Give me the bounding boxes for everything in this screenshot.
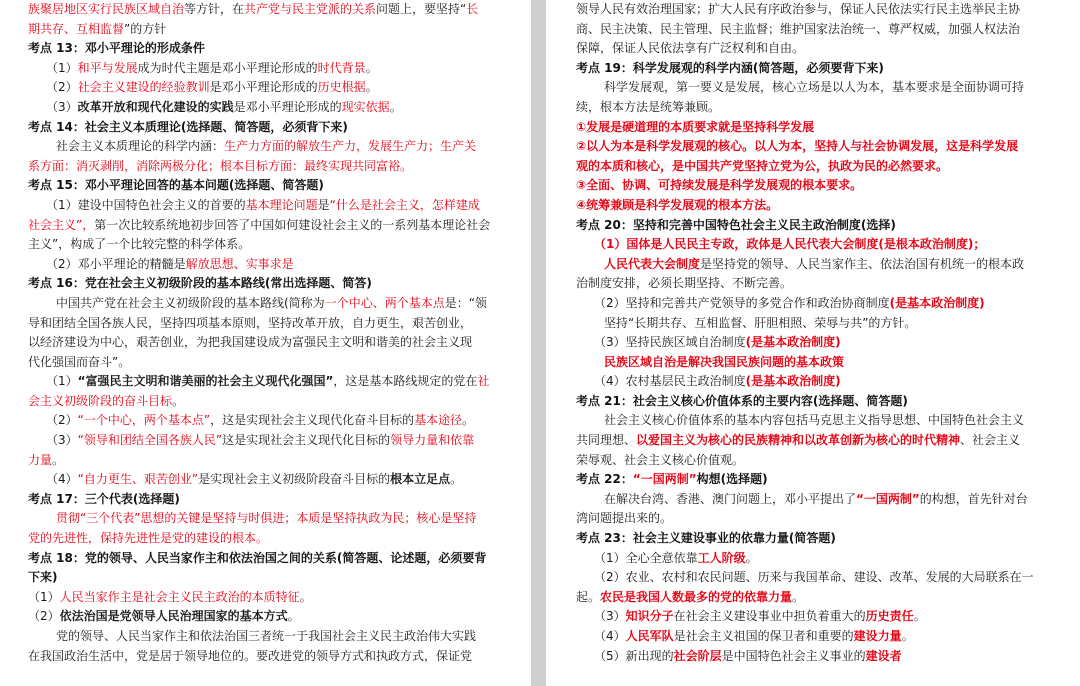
text-line — [28, 588, 513, 608]
text-line — [28, 39, 513, 59]
body-text: 续，根本方法是统筹兼顾。 — [576, 99, 721, 114]
page-gutter — [531, 0, 546, 686]
body-text: 这是实现社会主义现代化目标的 — [222, 433, 391, 448]
text-line — [28, 0, 513, 20]
highlighted-text: 基本途径 — [414, 413, 463, 428]
highlighted-text: 解放思想、实事求是 — [185, 256, 294, 271]
text-line — [576, 607, 1052, 627]
body-text: （3） — [46, 99, 78, 114]
text-line — [576, 549, 1052, 569]
highlighted-text: 社 — [477, 374, 490, 389]
text-line — [576, 353, 1052, 373]
highlighted-text: 考点 19：科学发展观的科学内涵(简答题，必须要背下来) — [576, 60, 884, 75]
body-text: 荣辱观、社会主义核心价值观。 — [576, 452, 745, 467]
highlighted-text: 系方面：消灭剥削，消除两极分化；根本目标方面：最终实现共同富裕。 — [28, 158, 413, 173]
text-line — [576, 216, 1052, 236]
body-text: （1） — [46, 60, 78, 75]
body-text: 起。 — [576, 589, 601, 604]
text-line — [28, 607, 513, 627]
text-line — [28, 216, 513, 236]
highlighted-text: (是基本政治制度) — [889, 295, 985, 310]
highlighted-text: “领导和团结全国各族人民” — [77, 433, 223, 448]
highlighted-text: 人民当家作主是社会主义民主政治的本质特征 — [59, 589, 300, 604]
text-line — [576, 431, 1052, 451]
text-line — [28, 20, 513, 40]
body-text: 是坚持党的领导、人民当家作主、依法治国有机统一的根本政 — [700, 256, 1025, 271]
text-line — [28, 411, 513, 431]
body-text: （2）农业、农村和农民问题、历来与我国革命、建设、改革、发展的大局联系在一 — [594, 570, 1034, 585]
highlighted-text: 依法治国是党领导人民治理国家的基本方式 — [59, 609, 288, 624]
text-line — [28, 470, 513, 490]
highlighted-text: 考点 16：党在社会主义初级阶段的基本路线(常出选择题、简答) — [28, 276, 372, 291]
body-text: 。 — [52, 452, 65, 467]
body-text: 代化强国而奋斗”。 — [28, 354, 131, 369]
body-text: 。 — [745, 550, 758, 565]
body-text: 。 — [172, 393, 185, 408]
highlighted-text: 下来) — [28, 570, 58, 585]
highlighted-text: 根本立足点 — [390, 472, 451, 487]
highlighted-text: 考点 17：三个代表(选择题) — [28, 491, 180, 506]
body-text: 是中国特色社会主义事业的 — [721, 648, 866, 663]
text-line — [576, 372, 1052, 392]
highlighted-text: 考点 23：社会主义建设事业的依靠力量(简答题) — [576, 531, 836, 546]
body-text: 问题上，要坚持“ — [376, 2, 467, 16]
highlighted-text: 长 — [466, 2, 479, 16]
text-line — [28, 647, 513, 667]
highlighted-text: 一个中心、两个基本点 — [324, 295, 445, 310]
text-line — [28, 176, 513, 196]
highlighted-text: 建设力量 — [853, 629, 902, 643]
highlighted-text: 考点 21：社会主义核心价值体系的主要内容(选择题、简答题) — [576, 393, 908, 408]
body-text: ，这是实现社会主义现代化奋斗目标的 — [210, 413, 415, 428]
body-text: 保障，保证人民依法享有广泛权利和自由。 — [576, 41, 805, 56]
text-line — [28, 549, 513, 569]
body-text: （2）坚持和完善共产党领导的多党合作和政治协商制度 — [594, 295, 890, 310]
text-line — [576, 411, 1052, 431]
highlighted-text: “一国两制” — [632, 472, 697, 487]
text-line — [28, 314, 513, 334]
body-text: （2） — [46, 413, 78, 428]
highlighted-text: 农民是我国人数最多的党的依靠力量 — [600, 589, 793, 604]
body-text: （2） — [28, 609, 60, 624]
body-text: 共同理想、 — [576, 433, 637, 448]
highlighted-text: 考点 15：邓小平理论回答的基本问题(选择题、简答题) — [28, 178, 324, 193]
highlighted-text: 考点 22： — [576, 472, 633, 487]
highlighted-text: 观的本质和核心，是中国共产党坚持立党为公，执政为民的必然要求。 — [576, 158, 949, 173]
text-line — [576, 490, 1052, 510]
body-text: 。 — [287, 609, 300, 624]
highlighted-text: 民族区域自治是解决我国民族问题的基本政策 — [604, 354, 845, 369]
highlighted-text: 共产党与民主党派的关系 — [244, 2, 377, 16]
body-text: 。 — [299, 589, 312, 604]
highlighted-text: “一国两制” — [856, 491, 920, 506]
highlighted-text: 党的先进性，保持先进性是党的建设的根本。 — [28, 531, 269, 546]
text-line — [576, 0, 1052, 20]
body-text: （3）坚持民族区域自治制度 — [594, 335, 746, 350]
text-line — [576, 235, 1052, 255]
body-text: 是：“领 — [444, 295, 487, 310]
body-text: 是实现社会主义初级阶段奋斗目标的 — [198, 472, 391, 487]
body-text: 是邓小平理论形成的 — [209, 80, 318, 95]
text-line — [576, 196, 1052, 216]
text-line — [28, 529, 513, 549]
highlighted-text: 基本理论问题 — [245, 197, 318, 212]
text-line — [28, 294, 513, 314]
text-line — [28, 451, 513, 471]
text-line — [28, 137, 513, 157]
highlighted-text: 社会主义建设的经验教训 — [77, 80, 210, 95]
body-text: （2）邓小平理论的精髓是 — [46, 256, 186, 271]
text-line — [576, 78, 1052, 98]
highlighted-text: “自力更生、艰苦创业” — [77, 472, 199, 487]
highlighted-text: 社会阶层 — [673, 648, 722, 663]
text-line — [576, 20, 1052, 40]
text-line — [576, 294, 1052, 314]
body-text: （2） — [46, 80, 78, 95]
text-line — [28, 98, 513, 118]
body-text: 社会主义本质理论的科学内涵： — [56, 139, 225, 154]
body-text: 中国共产党在社会主义初级阶段的基本路线(简称为 — [56, 295, 325, 310]
highlighted-text: 领导力量和依靠 — [390, 433, 475, 448]
text-line — [576, 274, 1052, 294]
text-line — [576, 314, 1052, 334]
text-line — [28, 59, 513, 79]
highlighted-text: 建设者 — [865, 648, 902, 663]
body-text: 在解决台湾、香港、澳门问题上，邓小平提出了 — [604, 491, 857, 506]
body-text: （1）全心全意依靠 — [594, 550, 698, 565]
highlighted-text: ③全面、协调、可持续发展是科学发展观的根本要求。 — [576, 178, 863, 193]
body-text: （3） — [594, 609, 626, 624]
body-text: 治制度安排，必须长期坚持、不断完善。 — [576, 276, 793, 291]
text-line — [28, 392, 513, 412]
body-text: （4）农村基层民主政治制度 — [594, 374, 746, 389]
highlighted-text: 考点 14：社会主义本质理论(选择题、简答题，必须背下来) — [28, 119, 348, 134]
highlighted-text: 历史根据 — [317, 80, 366, 95]
body-text: （3） — [46, 433, 78, 448]
text-line — [28, 78, 513, 98]
highlighted-text: 和平与发展 — [77, 60, 138, 75]
highlighted-text: 贯彻“三个代表”思想的关键是坚持与时俱进；本质是坚持执政为民；核心是坚持 — [56, 511, 477, 526]
highlighted-text: 改革开放和现代化建设的实践 — [77, 99, 234, 114]
highlighted-text: 以爱国主义为核心的民族精神和以改革创新为核心的时代精神 — [636, 433, 961, 448]
body-text: （4） — [594, 629, 626, 643]
body-text: 第一次比较系统地初步回答了中国如何建设社会主义的一系列基本理论社会 — [94, 217, 491, 232]
highlighted-text: 历史责任 — [865, 609, 914, 624]
text-line — [576, 39, 1052, 59]
text-line — [576, 137, 1052, 157]
text-line — [28, 431, 513, 451]
body-text: 。 — [792, 589, 805, 604]
text-line — [576, 392, 1052, 412]
text-line — [28, 490, 513, 510]
highlighted-text: 构想(选择题) — [696, 472, 768, 487]
body-text: （1） — [46, 374, 78, 389]
highlighted-text: (是基本政治制度) — [745, 335, 841, 350]
body-text: 。 — [901, 629, 914, 643]
left-document-page — [0, 0, 531, 686]
body-text: 导和团结全国各族人民，坚持四项基本原则，坚持改革开放，自力更生，艰苦创业， — [28, 315, 473, 330]
body-text: 。 — [365, 80, 378, 95]
highlighted-text: 时代背景 — [317, 60, 366, 75]
highlighted-text: 社会主义”， — [28, 217, 95, 232]
highlighted-text: 族聚居地区实行民族区域自治 — [28, 2, 185, 16]
body-text: 领导人民有效治理国家；扩大人民有序政治参与，保证人民依法实行民主选举民主协 — [576, 2, 1021, 16]
body-text: （5）新出现的 — [594, 648, 674, 663]
body-text: 。 — [365, 60, 378, 75]
highlighted-text: ②以人为本是科学发展观的核心。以人为本，坚持人与社会协调发展，这是科学发展 — [576, 139, 1019, 154]
text-line — [28, 118, 513, 138]
text-line — [576, 568, 1052, 588]
highlighted-text: “富强民主文明和谐美丽的社会主义现代化强国” — [77, 374, 334, 389]
body-text: 在社会主义建设事业中担负着重大的 — [673, 609, 866, 624]
body-text: 。 — [450, 472, 463, 487]
text-line — [576, 157, 1052, 177]
body-text: （1）建设中国特色社会主义的首要的 — [46, 197, 246, 212]
text-line — [576, 118, 1052, 138]
body-text: 以经济建设为中心，艰苦创业，为把我国建设成为富强民主文明和谐美的社会主义现 — [28, 335, 473, 350]
text-line — [28, 235, 513, 255]
text-line — [576, 333, 1052, 353]
text-line — [28, 509, 513, 529]
text-line — [28, 568, 513, 588]
highlighted-text: 人民军队 — [625, 629, 674, 643]
highlighted-text: （1）国体是人民民主专政，政体是人民代表大会制度(是根本政治制度)； — [594, 237, 986, 252]
text-line — [576, 647, 1052, 667]
body-text: ，这是基本路线规定的党在 — [333, 374, 478, 389]
body-text: 主义”，构成了一个比较完整的科学体系。 — [28, 237, 251, 252]
text-line — [576, 98, 1052, 118]
text-line — [28, 157, 513, 177]
body-text: 是邓小平理论形成的 — [233, 99, 342, 114]
text-line — [28, 255, 513, 275]
body-text: 科学发展观，第一要义是发展，核心立场是以人为本，基本要求是全面协调可持 — [604, 80, 1025, 95]
text-line — [576, 627, 1052, 647]
body-text: （4） — [46, 472, 78, 487]
text-line — [28, 274, 513, 294]
body-text: 党的领导、人民当家作主和依法治国三者统一于我国社会主义民主政治伟大实践 — [56, 629, 477, 643]
highlighted-text: 期共存、互相监督 — [28, 21, 125, 36]
highlighted-text: 力量 — [28, 452, 53, 467]
highlighted-text: “一个中心，两个基本点” — [77, 413, 211, 428]
body-text: 。 — [462, 413, 475, 428]
right-document-page — [546, 0, 1080, 686]
body-text: （1） — [28, 589, 60, 604]
body-text: 是 — [317, 197, 330, 212]
body-text: 商、民主决策、民主管理、民主监督；维护国家法治统一、尊严权威，加强人权法治 — [576, 21, 1021, 36]
highlighted-text: 会主义初级阶段的奋斗目标 — [28, 393, 173, 408]
body-text: 湾问题提出来的。 — [576, 511, 673, 526]
body-text: 的构想，首先针对台 — [919, 491, 1028, 506]
text-line — [576, 59, 1052, 79]
highlighted-text: 考点 20：坚持和完善中国特色社会主义民主政治制度(选择) — [576, 217, 896, 232]
text-line — [576, 451, 1052, 471]
text-line — [28, 196, 513, 216]
text-line — [28, 333, 513, 353]
body-text: 社会主义核心价值体系的基本内容包括马克思主义指导思想、中国特色社会主义 — [604, 413, 1025, 428]
text-line — [576, 529, 1052, 549]
body-text: 。 — [389, 99, 402, 114]
highlighted-text: ④统筹兼顾是科学发展观的根本方法。 — [576, 197, 779, 212]
body-text: 、社会主义 — [960, 433, 1021, 448]
text-line — [28, 353, 513, 373]
highlighted-text: 工人阶级 — [697, 550, 746, 565]
body-text: 等方针，在 — [184, 2, 245, 16]
text-line — [28, 627, 513, 647]
body-text: 在我国政治生活中，党是居于领导地位的。要改进党的领导方式和执政方式，保证党 — [28, 648, 473, 663]
highlighted-text: 考点 18：党的领导、人民当家作主和依法治国之间的关系(简答题、论述题，必须要背 — [28, 550, 487, 565]
highlighted-text: (是基本政治制度) — [745, 374, 841, 389]
highlighted-text: ①发展是硬道理的本质要求就是坚持科学发展 — [576, 119, 815, 134]
highlighted-text: 考点 13：邓小平理论的形成条件 — [28, 41, 205, 56]
highlighted-text: 人民代表大会制度 — [604, 256, 701, 271]
body-text: 坚持“长期共存、互相监督、肝胆相照、荣辱与共”的方针。 — [604, 315, 917, 330]
text-line — [576, 470, 1052, 490]
body-text: 。 — [913, 609, 926, 624]
body-text: 是社会主义祖国的保卫者和重要的 — [673, 629, 854, 643]
text-line — [576, 255, 1052, 275]
highlighted-text: 生产力方面的解放生产力，发展生产力；生产关 — [224, 139, 477, 154]
body-text: 成为时代主题是邓小平理论形成的 — [137, 60, 318, 75]
highlighted-text: 现实依据 — [341, 99, 390, 114]
highlighted-text: “什么是社会主义，怎样建成 — [329, 197, 480, 212]
text-line — [576, 509, 1052, 529]
text-line — [28, 372, 513, 392]
text-line — [576, 588, 1052, 608]
body-text: ”的方针 — [124, 21, 167, 36]
highlighted-text: 知识分子 — [625, 609, 674, 624]
text-line — [576, 176, 1052, 196]
